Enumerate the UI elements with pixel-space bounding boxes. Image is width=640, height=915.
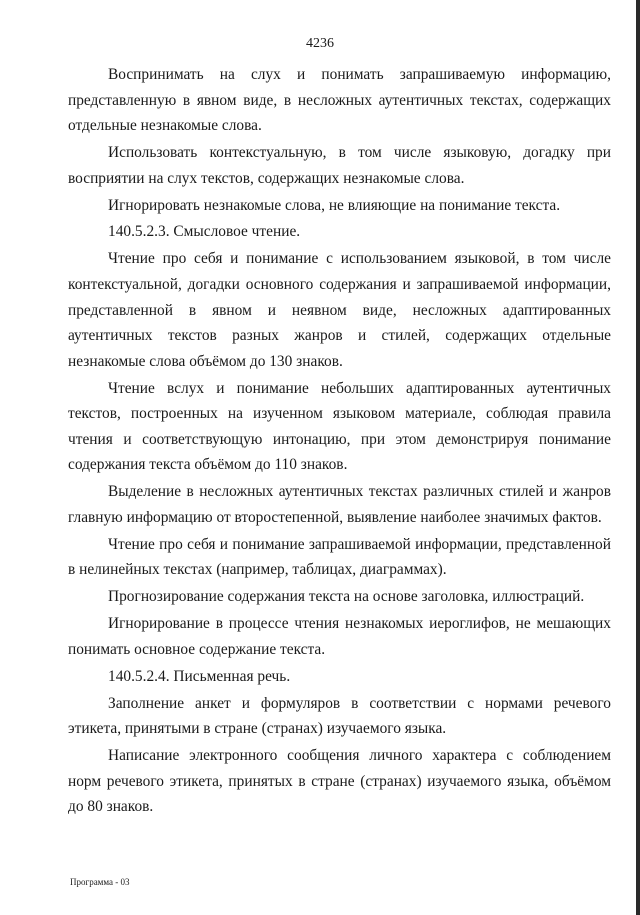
scan-edge [636, 0, 640, 915]
paragraph: Чтение про себя и понимание запрашиваемой информации, представленной в нелинейных текстах (например, таблицах, диаграммах). [68, 535, 611, 579]
page-number: 4236 [306, 36, 334, 51]
document-body [68, 62, 611, 821]
section-heading: 140.5.2.3. Смысловое чтение. [108, 223, 301, 241]
paragraph: Чтение вслух и понимание небольших адаптированных аутентичных текстов, построенных на изученном языковом материале, соблюдая правила чтения и соответствующую интонацию, при этом демонстрируя понимание содержания текста объёмом до 110 знаков. [68, 379, 611, 474]
paragraph: Воспринимать на слух и понимать запрашиваемую информацию, представленную в явном виде, в несложных аутентичных текстах, содержащих отдельные незнакомые слова. [68, 66, 611, 135]
section-heading: 140.5.2.4. Письменная речь. [108, 667, 291, 685]
paragraph: Выделение в несложных аутентичных текстах различных стилей и жанров главную информацию от второстепенной, выявление наиболее значимых фактов. [68, 483, 611, 526]
paragraph: Заполнение анкет и формуляров в соответствии с нормами речевого этикета, принятыми в стране (странах) изучаемого языка. [68, 694, 611, 738]
paragraph: Написание электронного сообщения личного характера с соблюдением норм речевого этикета, принятых в стране (странах) изучаемого языка, объёмом до 80 знаков. [68, 747, 611, 816]
page-footer: Программа - 03 [70, 877, 130, 887]
paragraph: Чтение про себя и понимание с использованием языковой, в том числе контекстуальной, догадки основного содержания и запрашиваемой информации, представленной в явном и неявном виде, несложных адаптированных аутентичных текстов разных жанров и стилей, содержащих отдельные незнакомые слова объёмом до 130 знаков. [68, 250, 611, 370]
paragraph: Использовать контекстуальную, в том числе языковую, догадку при восприятии на слух текстов, содержащих незнакомые слова. [68, 144, 611, 187]
paragraph: Игнорировать незнакомые слова, не влияющие на понимание текста. [108, 196, 561, 214]
paragraph: Прогнозирование содержания текста на основе заголовка, иллюстраций. [108, 588, 585, 606]
paragraph: Игнорирование в процессе чтения незнакомых иероглифов, не мешающих понимать основное содержание текста. [68, 615, 611, 658]
